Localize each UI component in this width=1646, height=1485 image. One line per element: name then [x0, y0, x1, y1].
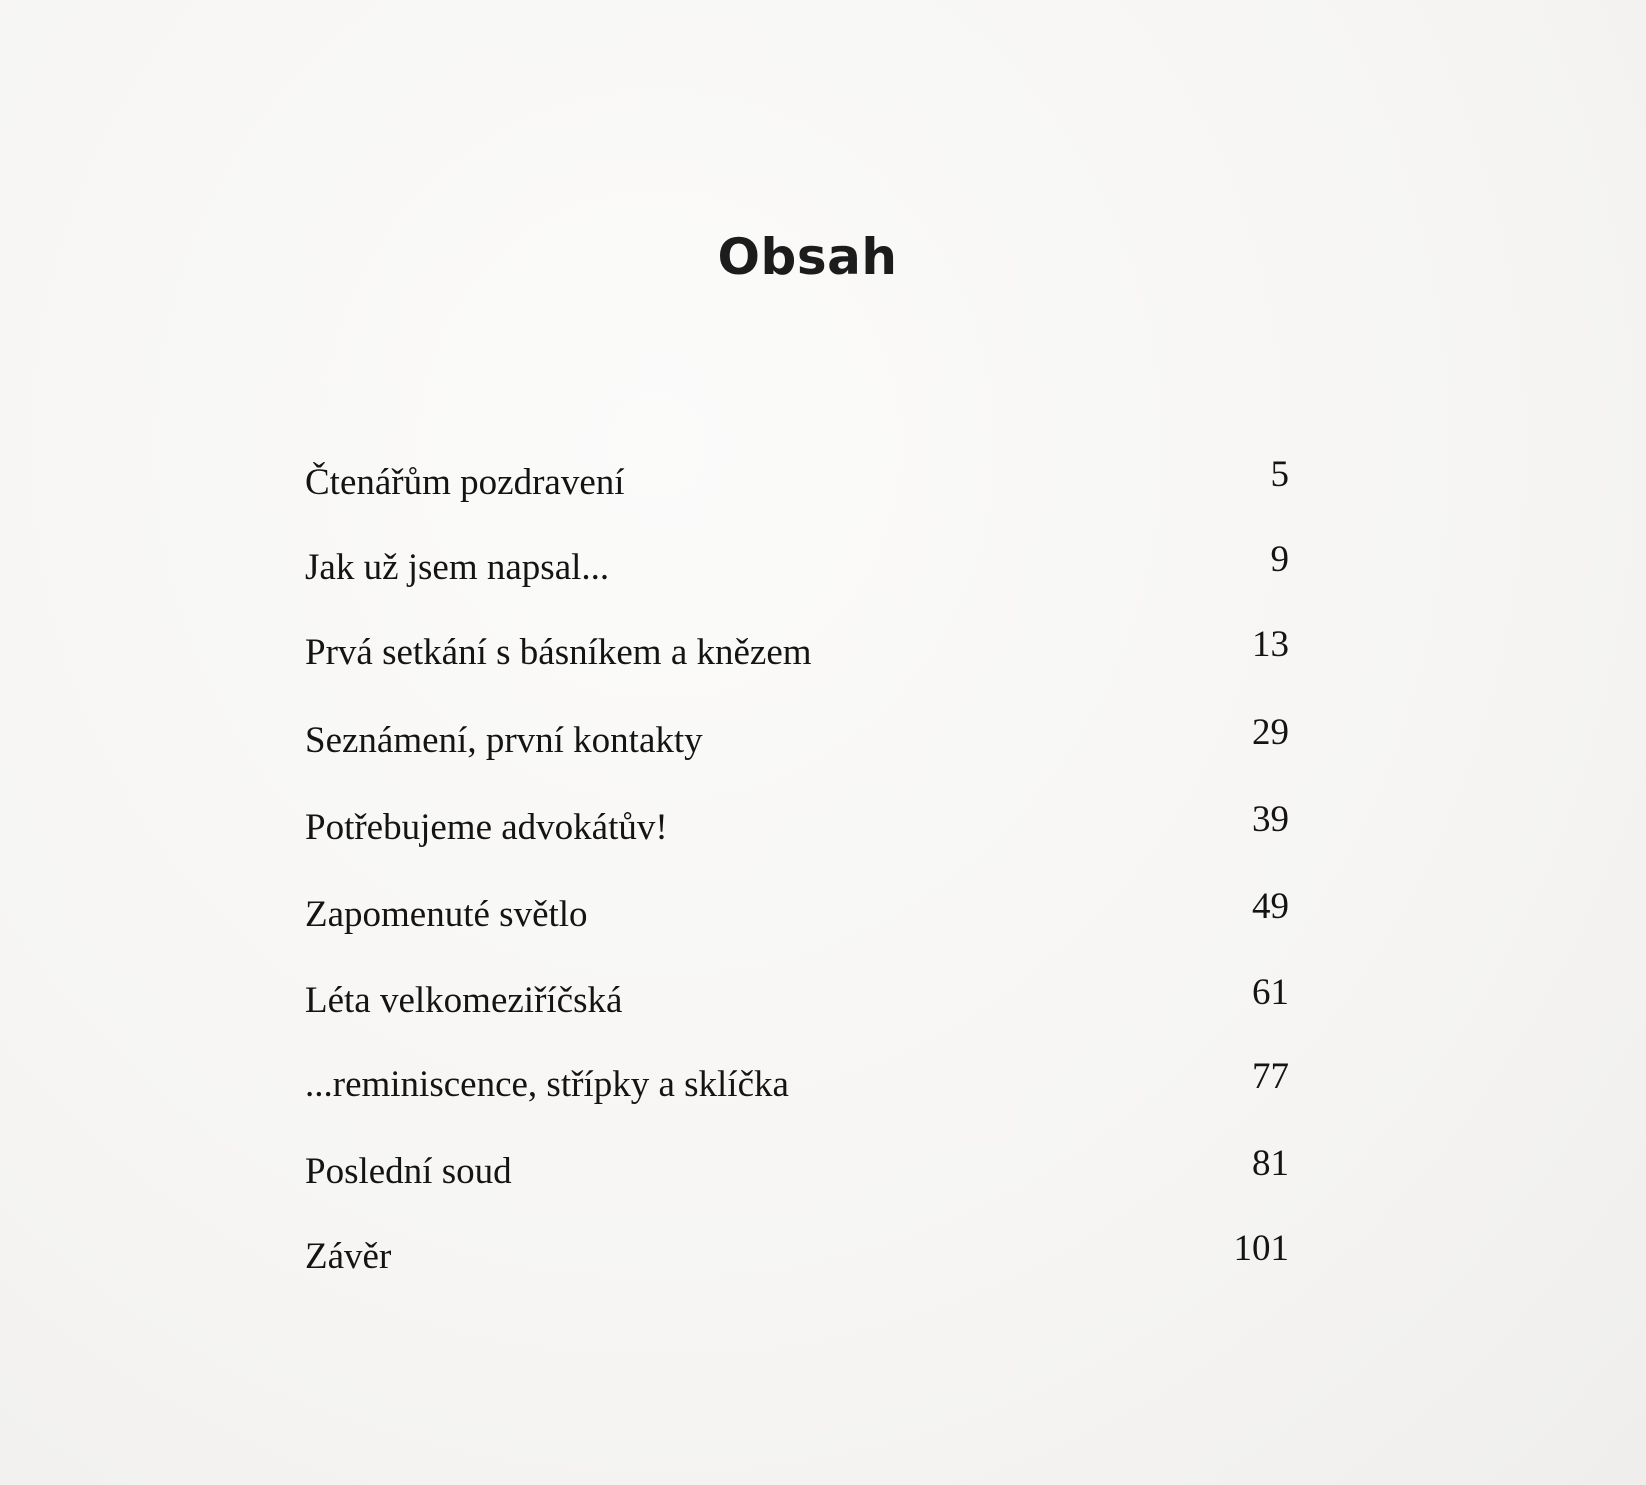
toc-entry-title: Seznámení, první kontakty [305, 720, 703, 761]
toc-entry [0, 1058, 1646, 1118]
toc-entry-page: 5 [1270, 454, 1289, 495]
toc-entry-page: 13 [1252, 624, 1289, 665]
toc-entry [0, 888, 1646, 948]
toc-entry-title: Poslední soud [305, 1151, 512, 1192]
toc-entry [0, 456, 1646, 516]
toc-entry [0, 714, 1646, 774]
toc-entry-title: Jak už jsem napsal... [305, 547, 610, 588]
toc-entry-title: Čtenářům pozdravení [305, 462, 625, 503]
toc-entry-page: 101 [1233, 1228, 1289, 1269]
toc-entry-page: 81 [1252, 1143, 1289, 1184]
toc-entry-page: 77 [1252, 1056, 1289, 1097]
toc-entry-title: Prvá setkání s básníkem a knězem [305, 632, 812, 673]
toc-entry-page: 49 [1252, 886, 1289, 927]
page-title: Obsah [717, 227, 898, 286]
toc-entry [0, 1230, 1646, 1290]
toc-entry-page: 39 [1252, 799, 1289, 840]
toc-entry-page: 61 [1252, 972, 1289, 1013]
toc-entry [0, 541, 1646, 601]
toc-entry-title: Zapomenuté světlo [305, 894, 588, 935]
toc-entry-title: Potřebujeme advokátův! [305, 807, 668, 848]
toc-entry [0, 1145, 1646, 1205]
toc-entry-title: ...reminiscence, střípky a sklíčka [305, 1064, 789, 1105]
toc-entry [0, 974, 1646, 1034]
toc-entry-title: Závěr [305, 1236, 392, 1277]
toc-entry-page: 9 [1270, 539, 1289, 580]
toc-entry-page: 29 [1252, 712, 1289, 753]
toc-entry [0, 626, 1646, 686]
toc-entry [0, 801, 1646, 861]
toc-entry-title: Léta velkomeziříčská [305, 980, 623, 1021]
